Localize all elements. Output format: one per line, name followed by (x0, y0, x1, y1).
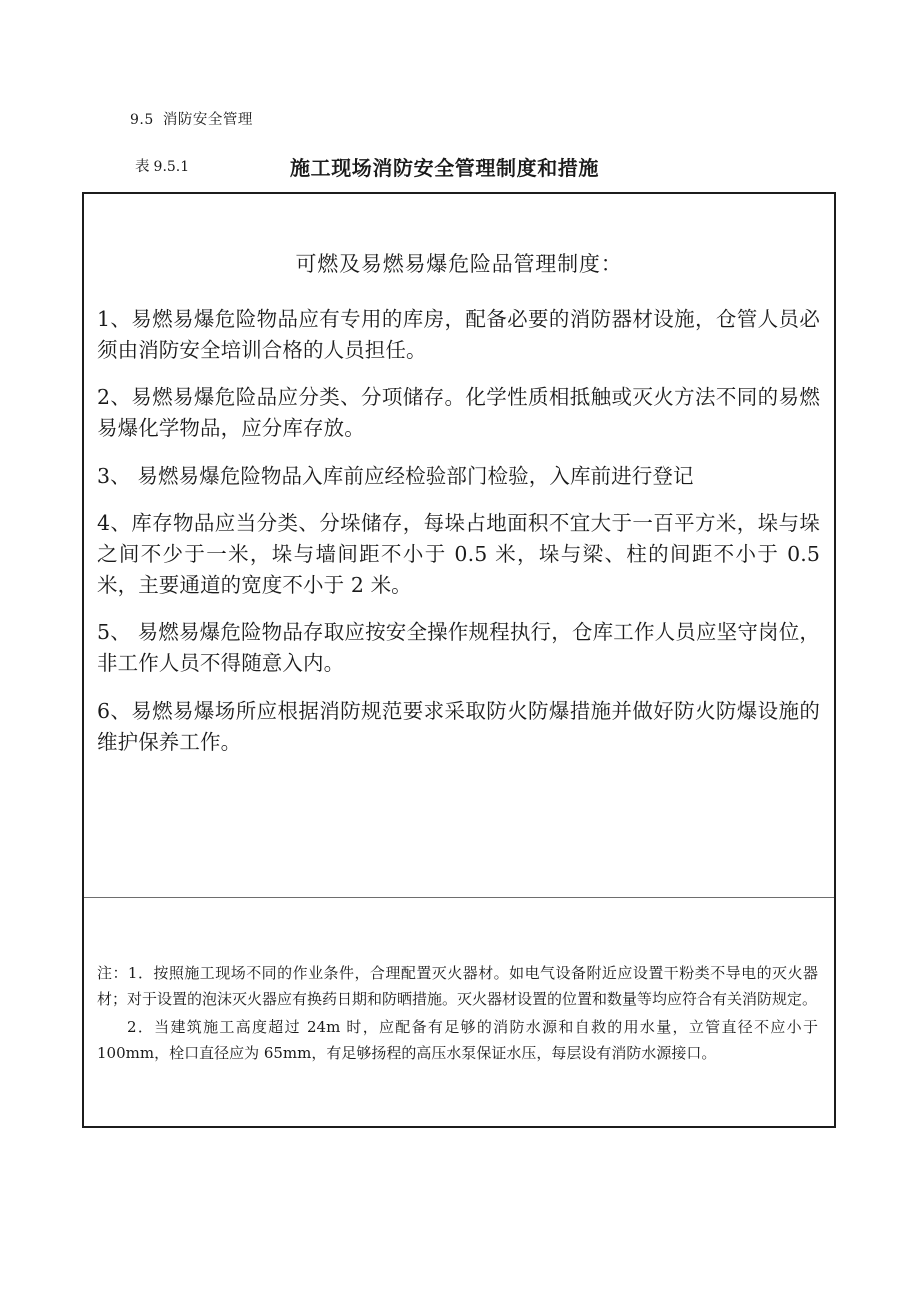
notes-block (84, 898, 834, 1066)
note-item-1: 注：1．按照施工现场不同的作业条件，合理配置灭火器材。如电气设备附近应设置干粉类不导电的灭火器材；对于设置的泡沫灭火器应有换药日期和防晒措施。灭火器材设置的位置和数量等均应符合有关消防规定。 (97, 964, 818, 1009)
section-title: 消防安全管理 (162, 112, 253, 128)
document-table-frame (82, 192, 836, 1128)
policy-item: 2、易燃易爆危险品应分类、分项储存。化学性质相抵触或灭火方法不同的易燃易爆化学物品，应分库存放。 (97, 385, 820, 441)
section-number: 9.5 (130, 112, 154, 128)
table-caption-number: 9.5.1 (153, 159, 190, 175)
table-caption-prefix: 表 (135, 159, 150, 175)
policy-item: 3、 易燃易爆危险物品入库前应经检验部门检验，入库前进行登记 (97, 463, 694, 488)
table-cell-notes (84, 898, 834, 1126)
table-cell-main-content (84, 194, 834, 898)
section-heading (130, 108, 253, 129)
policy-item: 4、库存物品应当分类、分垛储存，每垛占地面积不宜大于一百平方米，垛与垛之间不少于一米，垛与墙间距不小于 0.5 米，垛与梁、柱的间距不小于 0.5 米，主要通道的宽度不小于 2 米。 (97, 510, 820, 598)
table-caption-title: 施工现场消防安全管理制度和措施 (290, 158, 599, 180)
policy-heading: 可燃及易燃易爆危险品管理制度： (295, 252, 623, 276)
policy-item-list (84, 278, 834, 758)
table-caption-label (135, 159, 189, 175)
policy-item: 1、易燃易爆危险物品应有专用的库房，配备必要的消防器材设施，仓管人员必须由消防安全培训合格的人员担任。 (97, 307, 820, 363)
policy-item: 5、 易燃易爆危险物品存取应按安全操作规程执行，仓库工作人员应坚守岗位，非工作人员不得随意入内。 (97, 620, 820, 676)
note-item-2: 2．当建筑施工高度超过 24m 时，应配备有足够的消防水源和自救的用水量，立管直径不应小于 100mm，栓口直径应为 65mm，有足够扬程的高压水泵保证水压，每层设有消防水源接口。 (97, 1018, 818, 1063)
table-caption (135, 155, 835, 185)
policy-item: 6、易燃易爆场所应根据消防规范要求采取防火防爆措施并做好防火防爆设施的维护保养工作。 (97, 698, 820, 754)
